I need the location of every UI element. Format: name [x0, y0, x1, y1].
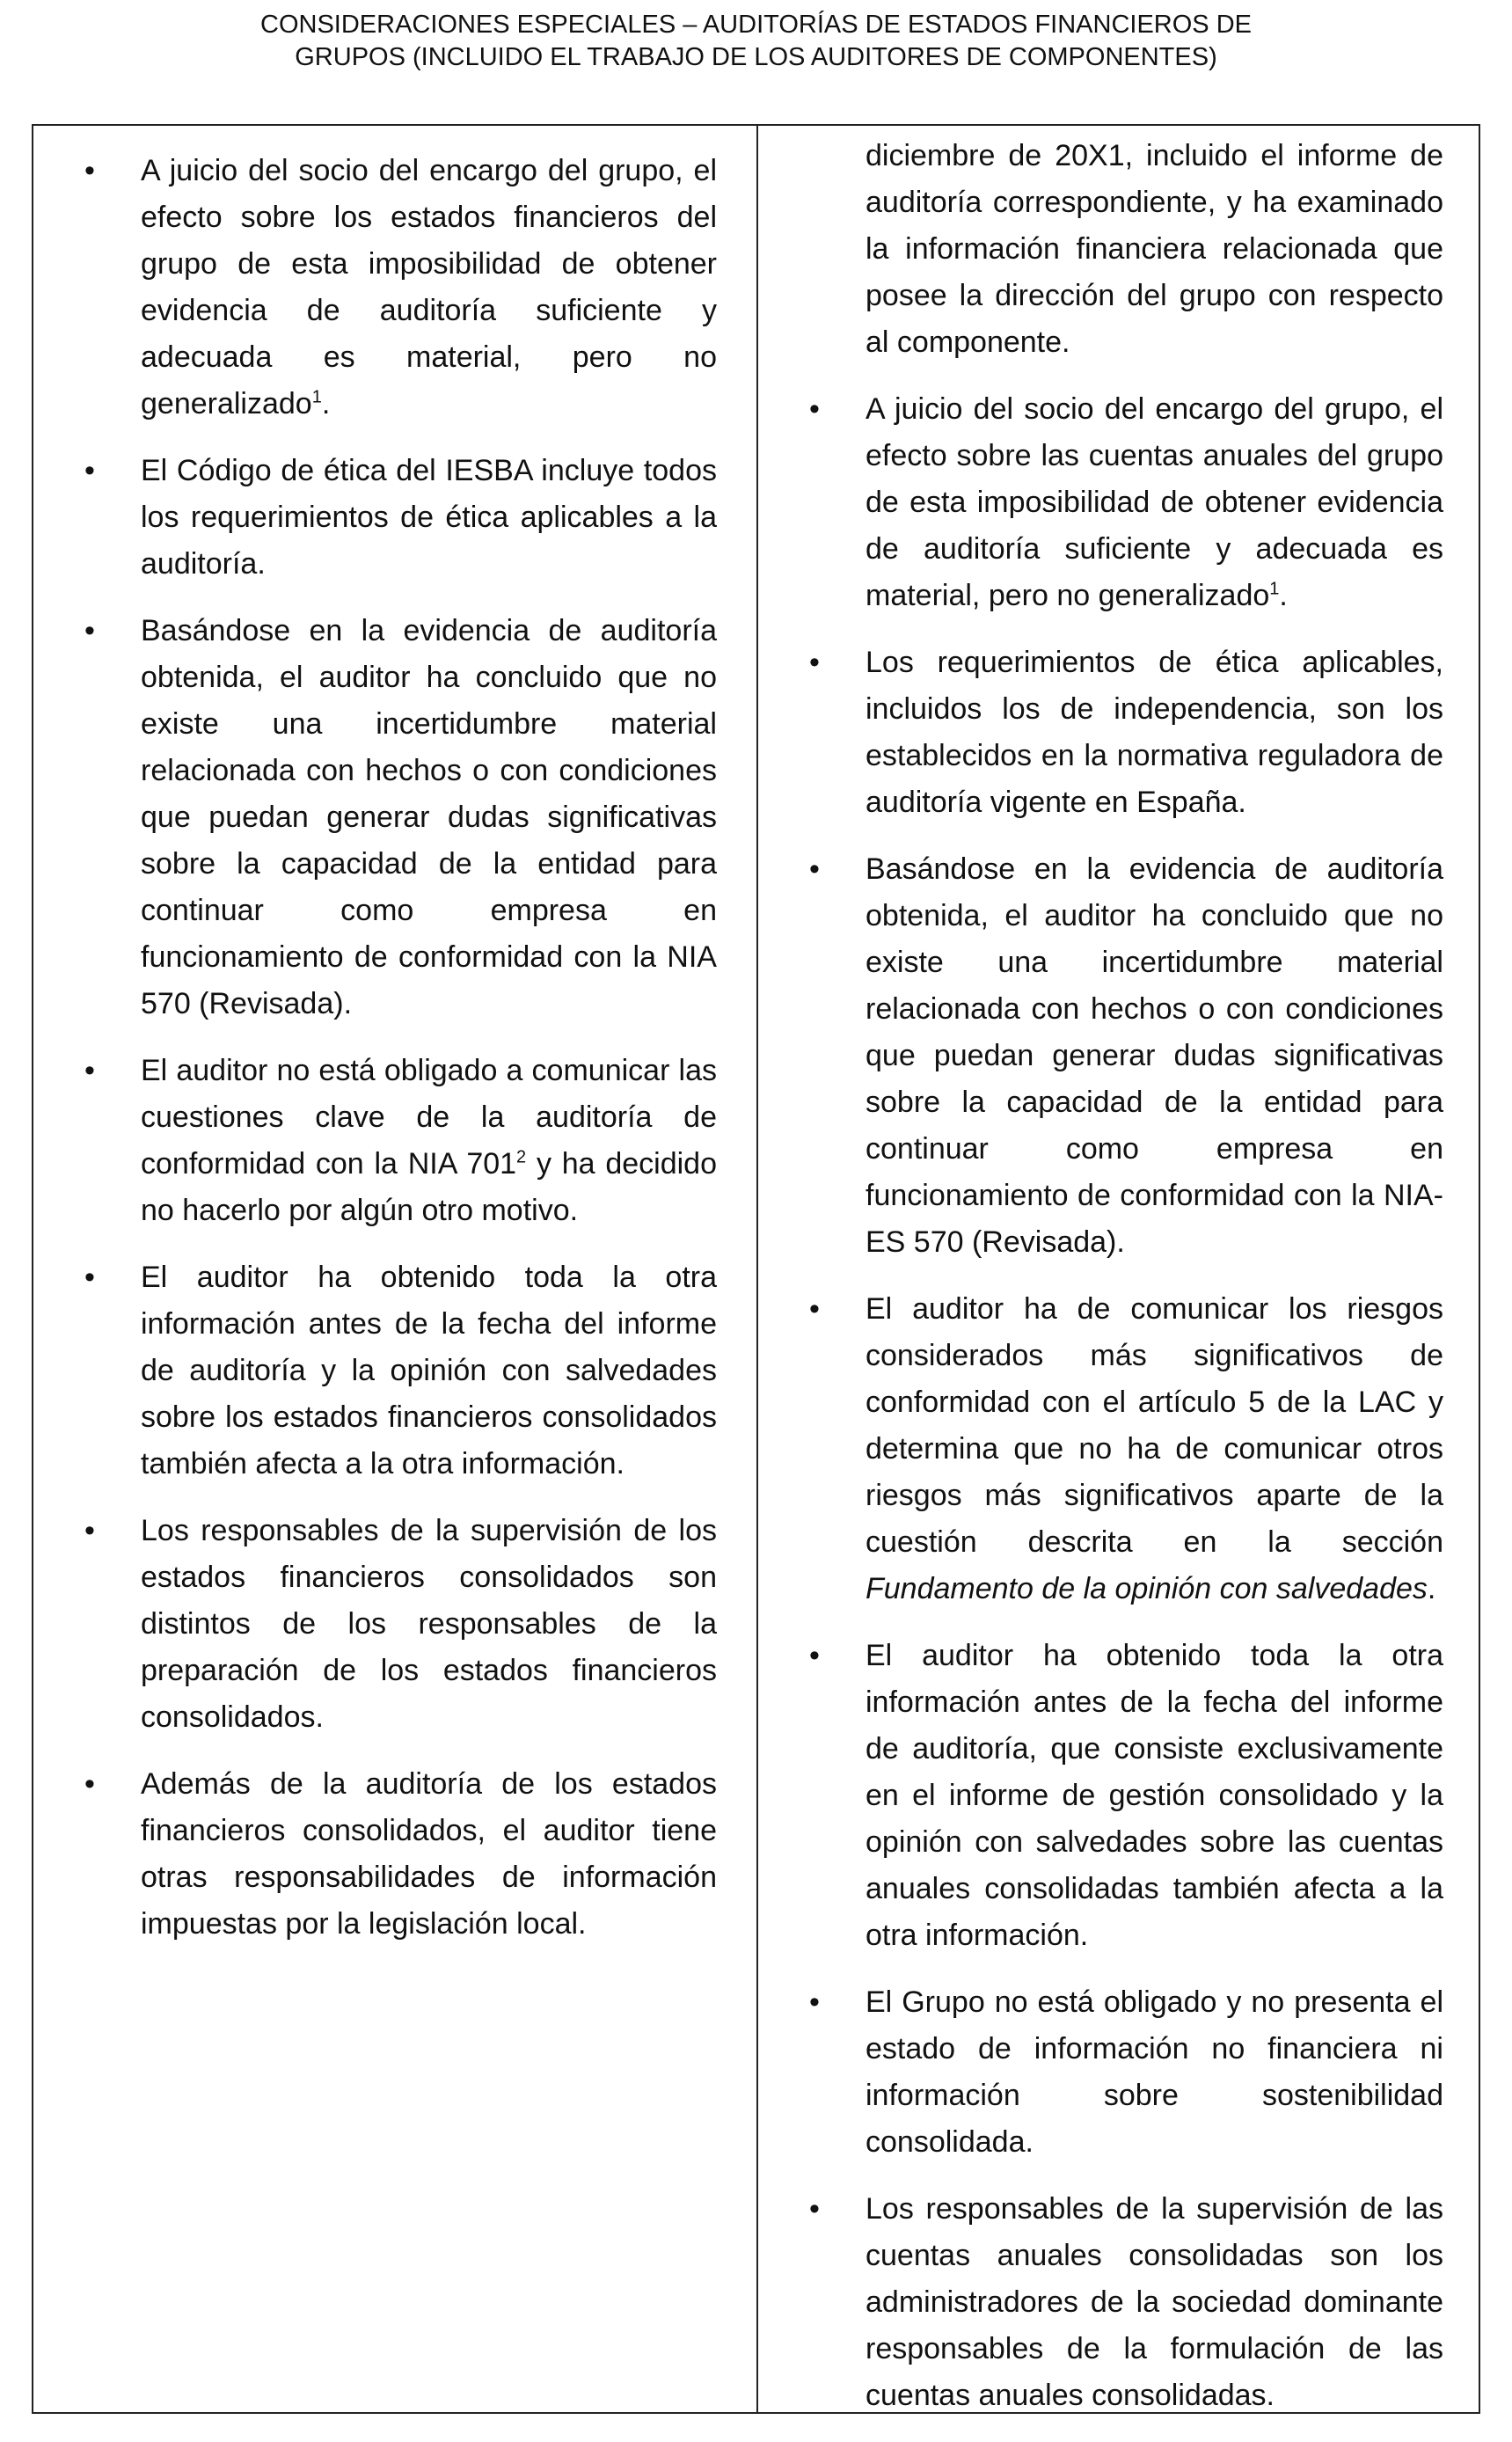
bullet-icon: • [84, 1767, 95, 1801]
left-bullet-1: • A juicio del socio del encargo del grupo, el efecto sobre los estados financieros del grupo de esta imposibilidad de obtener evidencia de auditoría suficiente y adecuada es material, pero no generalizado$^1$. [84, 148, 717, 428]
bullet-icon: • [809, 1292, 820, 1326]
right-bullet-3: • Basándose en la evidencia de auditoría obtenida, el auditor ha concluido que no existe una incertidumbre material relacionada con hechos o con condiciones que puedan generar dudas significativas sobre la capacidad de la entidad para continuar como empresa en funcionamiento de conformidad con la NIA-ES 570 (Revisada). [809, 846, 1443, 1266]
left-bullet-5: • El auditor ha obtenido toda la otra información antes de la fecha del informe de auditoría y la opinión con salvedades sobre los estados financieros consolidados también afecta a la otra información. [84, 1254, 717, 1488]
bullet-icon: • [84, 1261, 95, 1294]
left-bullet-7: • Además de la auditoría de los estados financieros consolidados, el auditor tiene otras responsabilidades de información impuestas por la legislación local. [84, 1761, 717, 1948]
bullet-icon: • [809, 1985, 820, 2019]
left-bullet-2: • El Código de ética del IESBA incluye todos los requerimientos de ética aplicables a la auditoría. [84, 448, 717, 588]
bullet-icon: • [809, 646, 820, 679]
header-line-1: CONSIDERACIONES ESPECIALES – AUDITORÍAS DE ESTADOS FINANCIEROS DE [260, 11, 1252, 39]
right-bullet-5: • El auditor ha obtenido toda la otra información antes de la fecha del informe de auditoría, que consiste exclusivamente en el informe de gestión consolidado y la opinión con salvedades sobre las cuentas anuales consolidadas también afecta a la otra información. [809, 1633, 1443, 1959]
left-column [33, 126, 758, 2412]
left-bullet-3: • Basándose en la evidencia de auditoría obtenida, el auditor ha concluido que no existe una incertidumbre material relacionada con hechos o con condiciones que puedan generar dudas significativas sobre la capacidad de la entidad para continuar como empresa en funcionamiento de conformidad con la NIA 570 (Revisada). [84, 608, 717, 1027]
bullet-icon: • [809, 2192, 820, 2226]
right-bullet-7: • Los responsables de la supervisión de las cuentas anuales consolidadas son los administradores de la sociedad dominante responsables de la formulación de las cuentas anuales consolidadas. [809, 2186, 1443, 2412]
page-header [0, 0, 1512, 74]
header-line-2: GRUPOS (INCLUIDO EL TRABAJO DE LOS AUDITORES DE COMPONENTES) [295, 43, 1217, 71]
right-bullet-2: • Los requerimientos de ética aplicables, incluidos los de independencia, son los establecidos en la normativa reguladora de auditoría vigente en España. [809, 640, 1443, 826]
right-bullet-4: • El auditor ha de comunicar los riesgos considerados más significativos de conformidad con el artículo 5 de la LAC y determina que no ha de comunicar otros riesgos más significativos aparte de la cuestión descrita en la sección Fundamento de la opinión con salvedades. [809, 1286, 1443, 1612]
bullet-icon: • [84, 1054, 95, 1087]
left-bullet-4: • El auditor no está obligado a comunicar las cuestiones clave de la auditoría de conformidad con la NIA $701^2$ y ha decidido no hacerlo por algún otro motivo. [84, 1048, 717, 1234]
right-bullet-1: • A juicio del socio del encargo del grupo, el efecto sobre las cuentas anuales del grupo de esta imposibilidad de obtener evidencia de auditoría suficiente y adecuada es material, pero no generalizado$^1$. [809, 386, 1443, 619]
bullet-icon: • [84, 1514, 95, 1547]
right-column [758, 126, 1479, 2412]
left-bullet-6: • Los responsables de la supervisión de los estados financieros consolidados son distintos de los responsables de la preparación de los estados financieros consolidados. [84, 1508, 717, 1741]
right-continuation: diciembre de 20X1, incluido el informe de auditoría correspondiente, y ha examinado la información financiera relacionada que posee la dirección del grupo con respecto al componente. [866, 139, 1443, 359]
bullet-icon: • [809, 1639, 820, 1672]
bullet-icon: • [809, 852, 820, 886]
right-bullet-6: • El Grupo no está obligado y no presenta el estado de información no financiera ni información sobre sostenibilidad consolidada. [809, 1979, 1443, 2166]
bullet-icon: • [84, 614, 95, 647]
bullet-icon: • [84, 154, 95, 187]
bullet-icon: • [809, 392, 820, 426]
bullet-icon: • [84, 454, 95, 487]
comparison-table [32, 124, 1480, 2414]
